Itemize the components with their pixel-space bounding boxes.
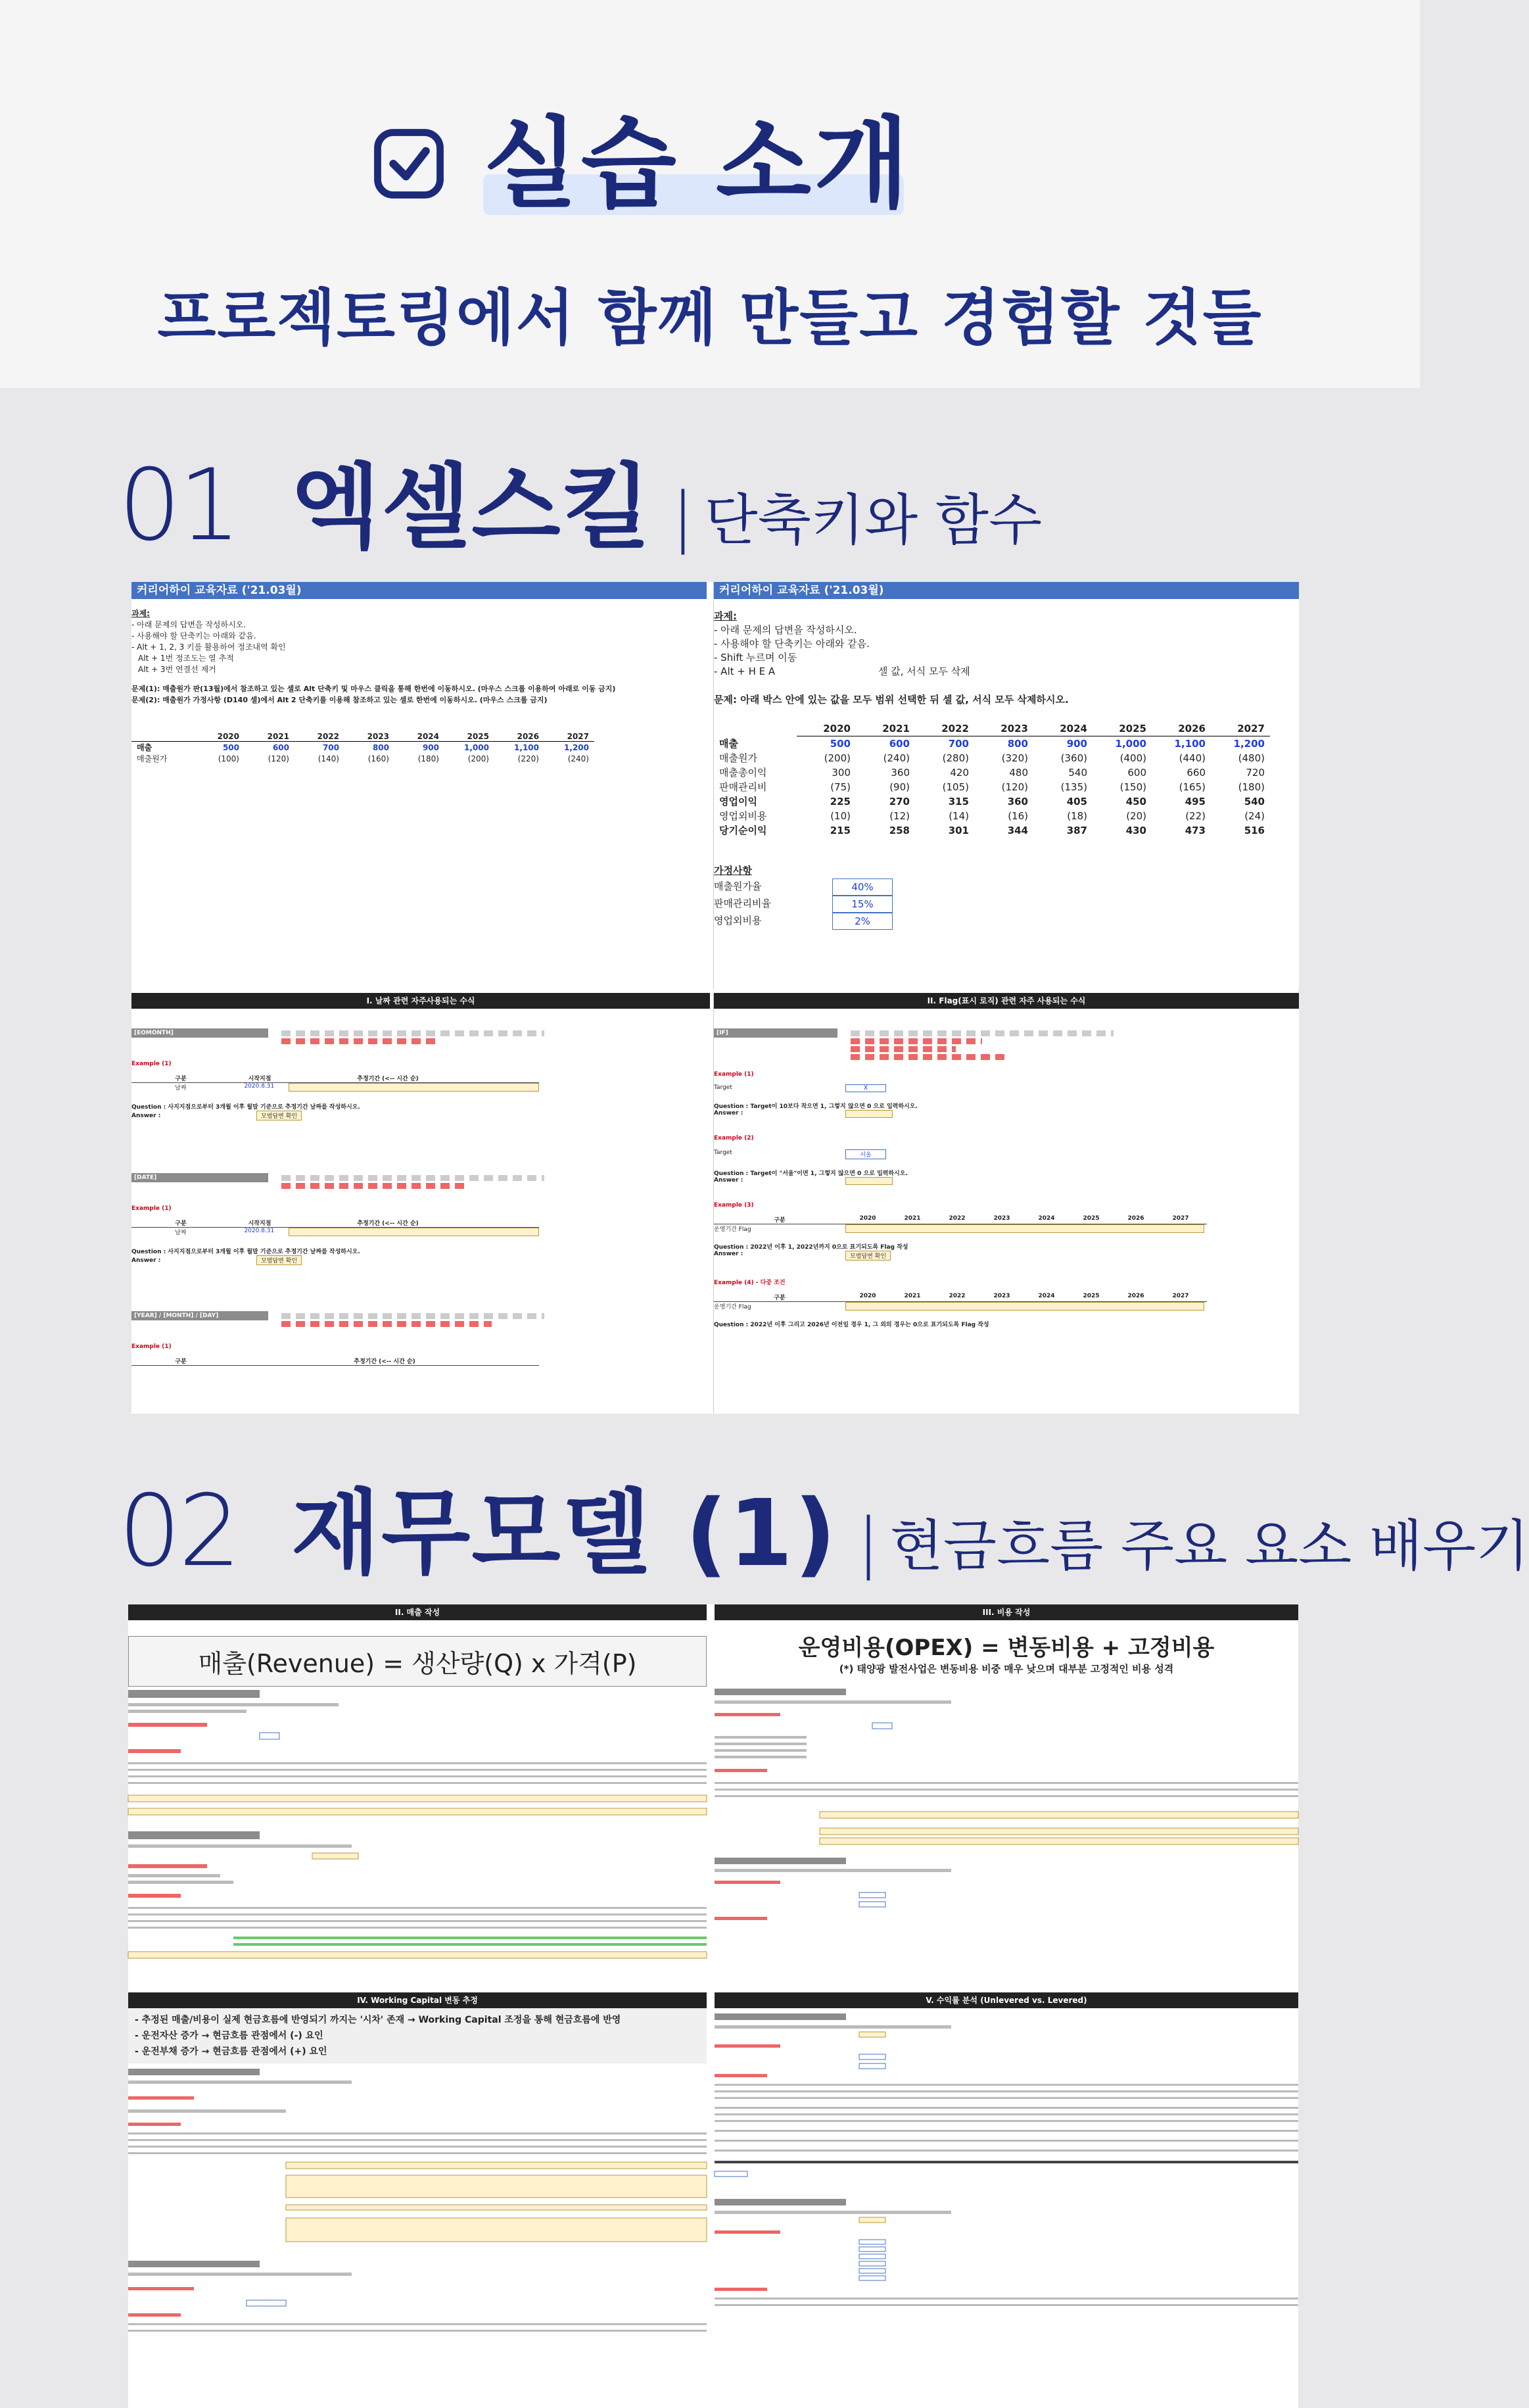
cell[interactable]: 360 xyxy=(1007,796,1028,807)
s2-sheet-opex xyxy=(715,1604,1298,1985)
task-line: - 사용해야 할 단축키는 아래와 같음. xyxy=(714,638,870,650)
cell[interactable]: (150) xyxy=(1119,781,1146,793)
cell[interactable]: 700 xyxy=(322,742,339,752)
assump-value[interactable]: 2% xyxy=(832,913,893,930)
cell[interactable]: 600 xyxy=(889,738,910,750)
hero-section xyxy=(0,0,1420,388)
assumptions-title: 가정사항 xyxy=(714,865,752,877)
year-header: 2022 xyxy=(317,732,339,741)
row-label: 날짜 xyxy=(175,1230,187,1236)
cell[interactable]: 900 xyxy=(1066,738,1087,750)
example-label: Example (2) xyxy=(714,1135,754,1142)
sheet-title: II. 매출 작성 xyxy=(128,1604,707,1620)
s1-sheet-right xyxy=(713,582,1299,990)
opex-formula: 운영비용(OPEX) = 변동비용 + 고정비용 xyxy=(798,1635,1215,1661)
assump-label: 영업외비용 xyxy=(714,915,762,927)
cell[interactable]: (120) xyxy=(268,754,289,763)
example-label: Example (1) xyxy=(714,1071,754,1078)
year-header: 2027 xyxy=(567,732,589,741)
cell[interactable]: 660 xyxy=(1187,767,1206,779)
year-header: 2026 xyxy=(517,732,539,741)
col-header: 추정기간 (<-- 시간 순) xyxy=(357,1076,419,1082)
spreadsheet-preview xyxy=(715,1683,1298,1973)
cell[interactable]: 315 xyxy=(948,796,969,807)
cell[interactable]: 258 xyxy=(889,825,910,836)
section1-card xyxy=(131,582,1298,1414)
cell[interactable]: (24) xyxy=(1244,810,1265,822)
checkbox-check-icon xyxy=(373,128,444,199)
spreadsheet-preview xyxy=(128,2063,707,2405)
target-label: Target xyxy=(714,1084,732,1091)
spreadsheet-preview xyxy=(715,2008,1298,2403)
year-header: 2024 xyxy=(1038,1215,1055,1222)
year-header: 2020 xyxy=(797,721,856,736)
left-fin-table xyxy=(131,732,594,764)
cell[interactable]: (165) xyxy=(1179,781,1206,793)
cell[interactable]: (90) xyxy=(889,781,910,793)
cell[interactable]: 473 xyxy=(1185,825,1206,836)
cell[interactable]: 1,000 xyxy=(464,742,489,752)
task-line: - Alt + 1, 2, 3 키를 활용하여 정조내역 확인 xyxy=(131,642,286,652)
task-line: - Alt + H E A xyxy=(714,665,776,677)
year-header: 2023 xyxy=(993,1293,1010,1299)
right-fin-table xyxy=(714,721,1270,838)
cell[interactable]: 540 xyxy=(1068,767,1087,779)
year-header: 2021 xyxy=(904,1215,921,1222)
date-cell[interactable]: 2020.8.31 xyxy=(244,1228,275,1234)
cell[interactable]: (180) xyxy=(1238,781,1265,793)
spreadsheet-preview xyxy=(128,1683,707,1973)
cell[interactable]: 495 xyxy=(1185,796,1206,807)
year-header: 2026 xyxy=(1127,1293,1144,1299)
section1-subtitle: 단축키와 함수 xyxy=(704,488,1043,552)
col-header: 시작지점 xyxy=(248,1076,271,1082)
cell[interactable]: (200) xyxy=(824,752,851,764)
row-label: 영업외비용 xyxy=(719,810,767,822)
wc-bullets xyxy=(128,2008,707,2063)
question: Question : 2022년 이후 1, 2022년까지 0으로 표기되도록 Flag 작성 xyxy=(714,1244,908,1251)
s2-sheet-returns xyxy=(715,1992,1298,2408)
row-label: 판매관리비 xyxy=(719,781,767,793)
section2-card xyxy=(128,1604,1298,2408)
question: Question : 2022년 이후 그리고 2026년 이전일 경우 1, 그 외의 경우는 0으로 표기되도록 Flag 작성 xyxy=(714,1322,989,1328)
section1-number: 01 xyxy=(118,448,239,563)
sheet-title: III. 비용 작성 xyxy=(715,1604,1298,1620)
s2-sheet-revenue xyxy=(128,1604,707,1985)
cell[interactable]: (135) xyxy=(1060,781,1087,793)
cell[interactable]: (105) xyxy=(942,781,969,793)
col-header: 시작지점 xyxy=(248,1220,271,1227)
col-header: 구분 xyxy=(774,1217,786,1224)
assump-label: 판매관리비율 xyxy=(714,898,771,909)
cell[interactable]: 430 xyxy=(1125,825,1146,836)
cell[interactable]: 900 xyxy=(422,742,439,752)
cell[interactable]: 600 xyxy=(1127,767,1146,779)
answer-button[interactable]: 모범답변 확인 xyxy=(256,1111,302,1120)
cell[interactable]: (140) xyxy=(318,754,339,763)
col-header: 구분 xyxy=(175,1076,187,1082)
cell[interactable]: (400) xyxy=(1119,752,1146,764)
sheet-header: 커리어하이 교육자료 ('21.03월) xyxy=(131,582,707,599)
target-cell[interactable]: 서울 xyxy=(845,1149,886,1159)
s1-sheet-left xyxy=(131,582,707,990)
assump-label: 매출원가율 xyxy=(714,880,762,892)
answer-label: Answer : xyxy=(131,1112,161,1119)
year-header: 2022 xyxy=(949,1215,966,1222)
cell[interactable]: 405 xyxy=(1066,796,1087,807)
question-2: 문제(2): 매출원가 가정사항 (D140 셀)에서 Alt 2 단축키를 이용해 참조하고 있는 셀로 한번에 이동하시오. (마우스 스크롤 금지) xyxy=(131,696,548,704)
year-header: 2025 xyxy=(1083,1293,1100,1299)
task-line: Alt + 3번 연결선 제거 xyxy=(138,665,216,674)
question: Question : Target이 10보다 작으면 1, 그렇지 않으면 0 으로 입력하시오. xyxy=(714,1103,918,1110)
answer-range[interactable] xyxy=(289,1228,539,1236)
year-header: 2021 xyxy=(856,721,915,736)
cell[interactable]: 480 xyxy=(1009,767,1028,779)
row-label: 영업이익 xyxy=(719,796,757,807)
year-header: 2025 xyxy=(1083,1215,1100,1222)
wc-bullet: - 운전자산 증가 → 현금흐름 관점에서 (-) 요인 xyxy=(135,2031,323,2041)
year-header: 2024 xyxy=(1038,1293,1055,1299)
cell[interactable]: (75) xyxy=(830,781,851,793)
wc-bullet: - 운전부채 증가 → 현금흐름 관점에서 (+) 요인 xyxy=(135,2046,327,2057)
cell[interactable]: (440) xyxy=(1179,752,1206,764)
cell[interactable]: (240) xyxy=(883,752,910,764)
task-line: Alt + 1번 정조도는 열 추적 xyxy=(138,654,234,663)
target-cell[interactable]: X xyxy=(845,1084,886,1092)
year-header: 2022 xyxy=(949,1293,966,1299)
answer-label: Answer : xyxy=(714,1251,743,1257)
year-header: 2027 xyxy=(1172,1215,1189,1222)
sheet-title: IV. Working Capital 변동 추정 xyxy=(128,1992,707,2008)
row-label: 매출총이익 xyxy=(719,767,767,779)
section2-title: 재무모델 (1) xyxy=(291,1480,837,1587)
opex-note: (*) 태양광 발전사업은 변동비용 비중 매우 낮으며 대부분 고정적인 비용 성격 xyxy=(839,1663,1174,1675)
page-title: 실습 소개 xyxy=(483,107,912,222)
answer-button[interactable]: 모범답변 확인 xyxy=(845,1251,891,1261)
year-header: 2023 xyxy=(974,721,1033,736)
example-label: Example (3) xyxy=(714,1202,754,1209)
cell[interactable]: (20) xyxy=(1126,810,1146,822)
col-header: 추정기간 (<-- 시간 순) xyxy=(357,1220,419,1227)
section1-heading xyxy=(118,434,1042,566)
cell[interactable]: (220) xyxy=(517,754,539,763)
cell[interactable]: 270 xyxy=(889,796,910,807)
cell[interactable]: 387 xyxy=(1066,825,1087,836)
answer-button[interactable]: 모범답변 확인 xyxy=(256,1255,302,1265)
cell[interactable]: (22) xyxy=(1185,810,1206,822)
cell[interactable]: 225 xyxy=(830,796,851,807)
section1-divider: | xyxy=(671,478,694,555)
row-label: 매출원가 xyxy=(719,752,757,764)
section2-subtitle: 현금흐름 주요 요소 배우기 xyxy=(889,1514,1529,1578)
question: Question : 사지지점으로부터 3개월 이후 월말 기준으로 추정기간 날짜를 작성하시오. xyxy=(131,1104,360,1111)
question: Question : 사지지점으로부터 3개월 이후 월말 기준으로 추정기간 날짜를 작성하시오. xyxy=(131,1249,360,1255)
opex-model-grid xyxy=(715,1683,1298,1973)
year-header: 2027 xyxy=(1211,721,1270,736)
cell[interactable]: 420 xyxy=(950,767,969,779)
wc-bullet: - 추정된 매출/비용이 실제 현금흐름에 반영되기 까지는 '시차' 존재 → Working Capital 조정을 통해 현금흐름에 반영 xyxy=(135,2015,621,2025)
year-header: 2025 xyxy=(1093,721,1152,736)
sheet-title: V. 수익률 분석 (Unlevered vs. Levered) xyxy=(715,1992,1298,2008)
row-label: 당기순이익 xyxy=(719,825,767,836)
cell[interactable]: 600 xyxy=(272,742,289,752)
cell[interactable]: 800 xyxy=(372,742,389,752)
assump-value[interactable]: 15% xyxy=(832,896,893,913)
target-label: Target xyxy=(714,1149,732,1156)
cell[interactable]: (100) xyxy=(218,754,239,763)
year-header: 2024 xyxy=(417,732,439,741)
year-header: 2021 xyxy=(904,1293,921,1299)
question-1: 문제(1): 매출원가 판(13월)에서 참조하고 있는 셀로 Alt 단축키 및 마우스 클릭을 통해 한번에 이동하시오. (마우스 스크롤 이용하여 아래로 이동 금지) xyxy=(131,685,616,693)
task-label: 과제: xyxy=(714,610,737,622)
assumptions xyxy=(714,863,1299,930)
col-header: 추정기간 (<-- 시간 순) xyxy=(354,1359,415,1365)
task-line: - 아래 문제의 답변을 작성하시오. xyxy=(131,620,247,629)
cell[interactable]: 500 xyxy=(830,738,851,750)
section2-divider: | xyxy=(857,1504,880,1581)
cell[interactable]: (200) xyxy=(467,754,489,763)
flag-row-label: 운영기간 Flag xyxy=(714,1226,751,1233)
cell[interactable]: 720 xyxy=(1246,767,1265,779)
sheet-title: II. Flag(표시 로직) 관련 자주 사용되는 수식 xyxy=(714,993,1299,1009)
assump-value[interactable]: 40% xyxy=(832,879,893,896)
revenue-formula: 매출(Revenue) = 생산량(Q) x 가격(P) xyxy=(128,1636,707,1687)
example-label: Example (4) - 다중 조건 xyxy=(714,1280,786,1286)
answer-range[interactable] xyxy=(289,1083,539,1092)
cell[interactable]: 300 xyxy=(832,767,851,779)
row-label: 날짜 xyxy=(175,1085,187,1092)
s1-sheet-bottom-left xyxy=(131,993,710,1414)
cell[interactable]: 800 xyxy=(1007,738,1028,750)
example-label: Example (1) xyxy=(131,1343,172,1350)
cell[interactable]: (480) xyxy=(1238,752,1265,764)
row-label: 매출 xyxy=(719,737,738,750)
answer-label: Answer : xyxy=(714,1177,743,1184)
cell[interactable]: 1,200 xyxy=(1233,738,1265,750)
cell[interactable]: 516 xyxy=(1244,825,1265,836)
year-header: 2020 xyxy=(217,732,239,741)
revenue-model-grid xyxy=(128,1683,707,1973)
year-header: 2024 xyxy=(1033,721,1093,736)
year-header: 2020 xyxy=(859,1293,876,1299)
cell[interactable]: (280) xyxy=(942,752,969,764)
col-header: 구분 xyxy=(175,1359,187,1365)
sheet-header: 커리어하이 교육자료 ('21.03월) xyxy=(714,582,1299,599)
cell[interactable]: (12) xyxy=(889,810,910,822)
year-header: 2026 xyxy=(1152,721,1211,736)
section2-number: 02 xyxy=(118,1474,239,1589)
s1-sheet-bottom-right xyxy=(713,993,1299,1414)
year-header: 2023 xyxy=(367,732,389,741)
cell[interactable]: 500 xyxy=(222,742,239,752)
cell[interactable]: 301 xyxy=(948,825,969,836)
task-note: 셀 값, 서식 모두 삭제 xyxy=(878,665,970,677)
function-label: [EOMONTH] xyxy=(131,1028,268,1038)
year-header: 2026 xyxy=(1127,1215,1144,1222)
cell[interactable]: (320) xyxy=(1001,752,1028,764)
page-subtitle: 프로젝토링에서 함께 만들고 경험할 것들 xyxy=(157,283,1263,353)
cell[interactable]: (360) xyxy=(1060,752,1087,764)
year-header: 2025 xyxy=(467,732,489,741)
cell[interactable]: (16) xyxy=(1008,810,1028,822)
cell[interactable]: (18) xyxy=(1067,810,1087,822)
year-header: 2023 xyxy=(993,1215,1010,1222)
question: 문제: 아래 박스 안에 있는 값을 모두 범위 선택한 뒤 셀 값, 서식 모두 삭제하시오. xyxy=(714,694,1069,706)
col-header: 구분 xyxy=(774,1295,786,1301)
hero-title-wrap xyxy=(483,99,912,230)
s2-sheet-working-capital xyxy=(128,1992,707,2408)
function-label: [YEAR] / [MONTH] / [DAY] xyxy=(131,1311,268,1320)
cell[interactable]: (10) xyxy=(830,810,851,822)
cell[interactable]: (240) xyxy=(567,754,589,763)
cell[interactable]: 360 xyxy=(891,767,910,779)
year-header: 2021 xyxy=(267,732,289,741)
example-label: Example (1) xyxy=(131,1061,172,1067)
section1-title: 엑셀스킬 xyxy=(291,454,652,562)
row-label: 매출원가 xyxy=(137,754,168,763)
date-cell[interactable]: 2020.8.31 xyxy=(244,1083,275,1090)
cell[interactable]: (14) xyxy=(949,810,969,822)
cell[interactable]: (120) xyxy=(1001,781,1028,793)
year-header: 2022 xyxy=(915,721,974,736)
col-header: 구분 xyxy=(175,1220,187,1227)
year-header: 2020 xyxy=(859,1215,876,1222)
cell[interactable]: 344 xyxy=(1007,825,1028,836)
cell[interactable]: 1,200 xyxy=(564,742,589,752)
answer-cell[interactable] xyxy=(845,1177,893,1185)
question: Question : Target이 "서울"이면 1, 그렇지 않으면 0 으로 입력하시오. xyxy=(714,1170,908,1177)
cell[interactable]: 1,100 xyxy=(514,742,539,752)
function-label: [DATE] xyxy=(131,1173,268,1182)
cell[interactable]: 215 xyxy=(830,825,851,836)
task-line: - 아래 문제의 답변을 작성하시오. xyxy=(714,624,857,636)
sheet-title: I. 날짜 관련 자주사용되는 수식 xyxy=(131,993,710,1009)
answer-label: Answer : xyxy=(714,1110,743,1117)
task-line: - Shift 누르며 이동 xyxy=(714,652,797,663)
cell[interactable]: 450 xyxy=(1125,796,1146,807)
answer-label: Answer : xyxy=(131,1257,161,1264)
example-label: Example (1) xyxy=(131,1205,172,1212)
flag-range[interactable] xyxy=(845,1302,1204,1311)
cell[interactable]: 700 xyxy=(948,738,969,750)
function-label: [IF] xyxy=(714,1028,837,1038)
cell[interactable]: 540 xyxy=(1244,796,1265,807)
cell[interactable]: (160) xyxy=(367,754,389,763)
flag-row-label: 운영기간 Flag xyxy=(714,1304,751,1311)
cell[interactable]: (180) xyxy=(417,754,439,763)
cell[interactable]: 1,000 xyxy=(1115,738,1146,750)
task-line: - 사용해야 할 단축키는 아래와 같음. xyxy=(131,631,256,640)
answer-cell[interactable] xyxy=(845,1110,893,1118)
task-label: 과제: xyxy=(131,609,150,618)
cell[interactable]: 1,100 xyxy=(1174,738,1206,750)
flag-range[interactable] xyxy=(845,1224,1204,1233)
year-header: 2027 xyxy=(1172,1293,1189,1299)
section2-heading xyxy=(118,1460,1529,1592)
row-label: 매출 xyxy=(137,743,153,752)
